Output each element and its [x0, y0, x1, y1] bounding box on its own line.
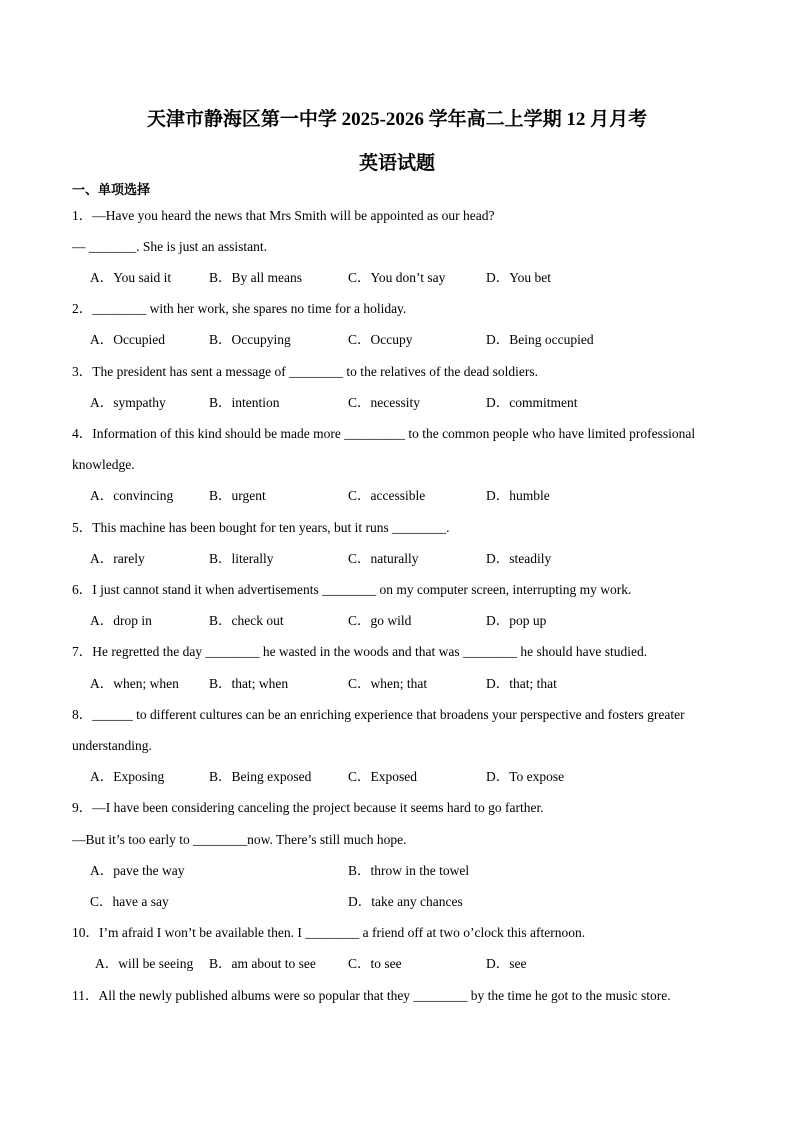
- question-4-option-d: D．humble: [486, 488, 550, 503]
- question-4-option-c: C．accessible: [348, 488, 426, 503]
- question-7-option-c: C．when; that: [348, 676, 428, 691]
- question-9-option-b: B．throw in the towel: [348, 863, 470, 878]
- question-4-option-b: B．urgent: [209, 488, 266, 503]
- question-6-option-b: B．check out: [209, 613, 284, 628]
- question-10-option-d: D．see: [486, 956, 527, 971]
- page-subtitle: 英语试题: [358, 153, 435, 174]
- section-heading: 一、单项选择: [72, 182, 151, 197]
- question-1-option-c: C．You don’t say: [348, 270, 446, 285]
- question-7-option-d: D．that; that: [486, 676, 557, 691]
- question-6-text: 6．I just cannot stand it when advertisements ________ on my computer screen, interrupting my work.: [72, 582, 632, 597]
- question-10-option-a: A．will be seeing: [95, 956, 194, 971]
- question-2-text: 2．________ with her work, she spares no time for a holiday.: [72, 301, 407, 316]
- question-10-text: 10．I’m afraid I won’t be available then. I ________ a friend off at two o’clock this afternoon.: [72, 925, 586, 940]
- question-5-option-c: C．naturally: [348, 551, 419, 566]
- question-4-text-cont: knowledge.: [72, 457, 135, 472]
- question-5-option-d: D．steadily: [486, 551, 552, 566]
- question-6-option-c: C．go wild: [348, 613, 412, 628]
- question-5-option-b: B．literally: [209, 551, 274, 566]
- question-3-option-c: C．necessity: [348, 395, 420, 410]
- question-7-text: 7．He regretted the day ________ he wasted in the woods and that was ________ he should have studied.: [72, 644, 648, 659]
- question-9-option-c: C．have a say: [90, 894, 169, 909]
- question-10-option-b: B．am about to see: [209, 956, 316, 971]
- question-4-option-a: A．convincing: [90, 488, 174, 503]
- question-8-option-c: C．Exposed: [348, 769, 417, 784]
- question-9-option-d: D．take any chances: [348, 894, 463, 909]
- question-1-option-d: D．You bet: [486, 270, 552, 285]
- page-title: 天津市静海区第一中学 2025-2026 学年高二上学期 12 月月考: [146, 109, 648, 130]
- question-3-option-d: D．commitment: [486, 395, 578, 410]
- question-4-text: 4．Information of this kind should be made more _________ to the common people who have limited professional: [72, 426, 696, 441]
- question-8-option-a: A．Exposing: [90, 769, 165, 784]
- question-2-option-b: B．Occupying: [209, 332, 291, 347]
- question-8-text-cont: understanding.: [72, 738, 152, 753]
- question-2-option-c: C．Occupy: [348, 332, 413, 347]
- question-9-text: 9．—I have been considering canceling the project because it seems hard to go farther.: [72, 800, 544, 815]
- question-1-text: 1．—Have you heard the news that Mrs Smith will be appointed as our head?: [72, 208, 495, 223]
- question-1-reply: — _______. She is just an assistant.: [72, 239, 267, 254]
- question-9-reply: —But it’s too early to ________now. There’s still much hope.: [72, 832, 407, 847]
- question-1-option-b: B．By all means: [209, 270, 302, 285]
- question-9-option-a: A．pave the way: [90, 863, 185, 878]
- question-6-option-d: D．pop up: [486, 613, 547, 628]
- question-3-option-a: A．sympathy: [90, 395, 166, 410]
- question-7-option-b: B．that; when: [209, 676, 289, 691]
- question-5-option-a: A．rarely: [90, 551, 145, 566]
- question-8-text: 8．______ to different cultures can be an enriching experience that broadens your perspective and fosters greater: [72, 707, 685, 722]
- question-6-option-a: A．drop in: [90, 613, 152, 628]
- question-5-text: 5．This machine has been bought for ten years, but it runs ________.: [72, 520, 450, 535]
- question-8-option-b: B．Being exposed: [209, 769, 312, 784]
- question-3-text: 3．The president has sent a message of ________ to the relatives of the dead soldiers.: [72, 364, 539, 379]
- question-2-option-d: D．Being occupied: [486, 332, 594, 347]
- question-10-option-c: C．to see: [348, 956, 402, 971]
- question-3-option-b: B．intention: [209, 395, 280, 410]
- question-1-option-a: A．You said it: [90, 270, 172, 285]
- question-7-option-a: A．when; when: [90, 676, 179, 691]
- question-8-option-d: D．To expose: [486, 769, 565, 784]
- question-11-text: 11．All the newly published albums were so popular that they ________ by the time he got to the music store.: [72, 988, 671, 1003]
- question-2-option-a: A．Occupied: [90, 332, 165, 347]
